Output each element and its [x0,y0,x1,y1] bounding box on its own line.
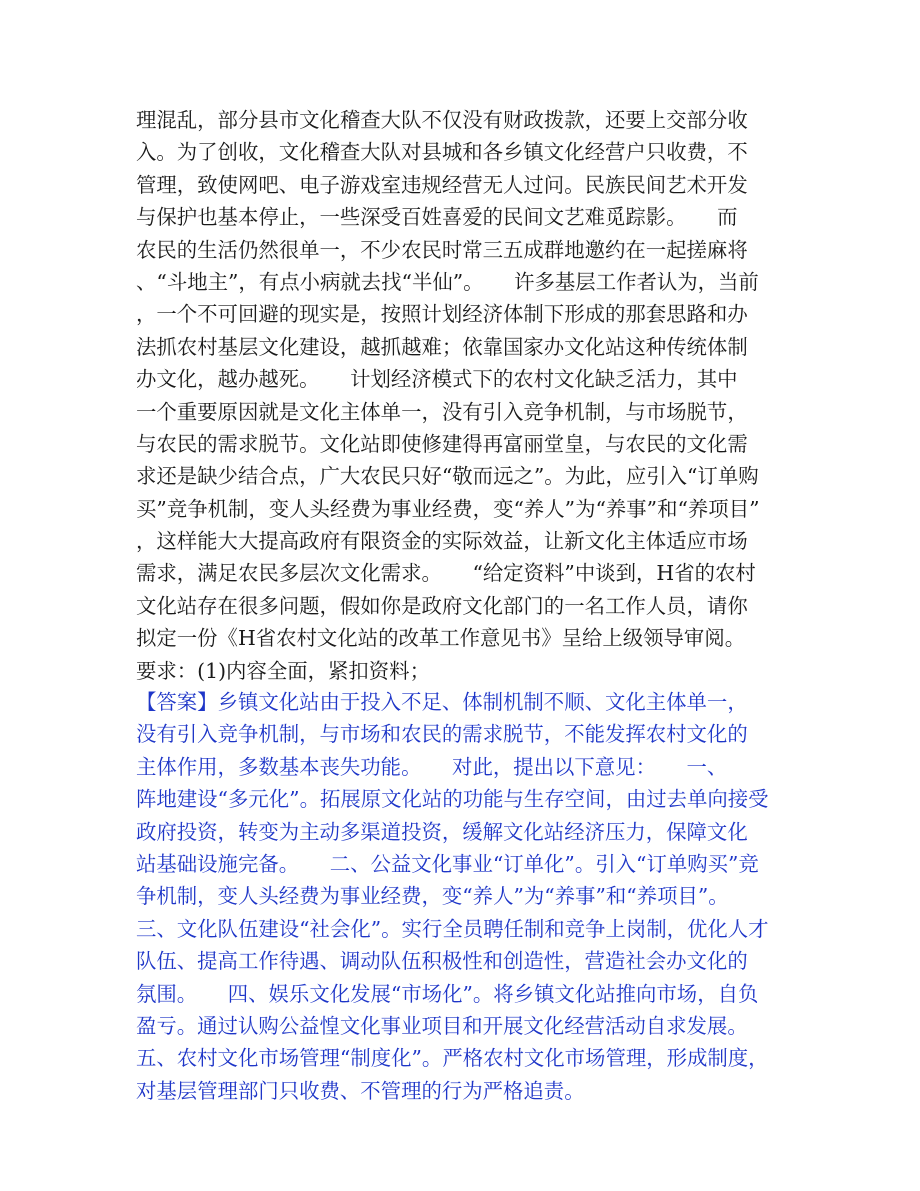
text-line: 法抓农村基层文化建设，越抓越难；依靠国家办文化站这种传统体制 [136,334,748,359]
text-line: 、“斗地主”，有点小病就去找“半仙”。 许多基层工作者认为，当前 [136,269,759,294]
text-line: 求还是缺少结合点，广大农民只好“敬而远之”。为此，应引入“订单购 [136,464,759,489]
answer-line: 争机制，变人头经费为事业经费，变“养人”为“养事”和“养项目”。 [136,884,729,909]
text-line: 拟定一份《H省农村文化站的改革工作意见书》呈给上级领导审阅。 [136,626,746,651]
text-line: 文化站存在很多问题，假如你是政府文化部门的一名工作人员，请你 [136,593,748,618]
text-line: 需求，满足农民多层次文化需求。 “给定资料”中谈到，H省的农村 [136,561,756,586]
answer-line: 盈亏。通过认购公益惶文化事业项目和开展文化经营活动自求发展。 [136,1013,748,1038]
text-line: 一个重要原因就是文化主体单一，没有引入竞争机制，与市场脱节， [136,399,748,424]
answer-line: 队伍、提高工作待遇、调动队伍积极性和创造性，营造社会办文化的 [136,949,748,974]
answer-line: 阵地建设“多元化”。拓展原文化站的功能与生存空间，由过去单向接受 [136,787,769,812]
text-line: 买”竞争机制，变人头经费为事业经费，变“养人”为“养事”和“养项目” [136,496,760,521]
text-line: 理混乱，部分县市文化稽查大队不仅没有财政拨款，还要上交部分收 [136,108,748,132]
text-line: 与保护也基本停止，一些深受百姓喜爱的民间文艺难觅踪影。 而 [136,205,738,230]
text-line: 要求：(1)内容全面，紧扣资料； [136,658,430,683]
text-line: 管理，致使网吧、电子游戏室违规经营无人过问。民族民间艺术开发 [136,172,748,197]
text-line: 入。为了创收，文化稽查大队对县城和各乡镇文化经营户只收费，不 [136,140,748,165]
answer-line: 没有引入竞争机制，与市场和农民的需求脱节，不能发挥农村文化的 [136,722,748,747]
answer-first-line-text: 乡镇文化站由于投入不足、体制机制不顺、文化主体单一， [217,690,748,714]
text-line: 与农民的需求脱节。文化站即使修建得再富丽堂皇，与农民的文化需 [136,431,748,456]
answer-line: 政府投资，转变为主动多渠道投资，缓解文化站经济压力，保障文化 [136,819,748,844]
answer-tag: 【答案】 [136,690,218,714]
answer-line: 对基层管理部门只收费、不管理的行为严格追责。 [136,1078,585,1103]
answer-line: 三、文化队伍建设“社会化”。实行全员聘任制和竞争上岗制，优化人才 [136,916,769,941]
answer-line: 五、农村文化市场管理“制度化”。严格农村文化市场管理，形成制度， [136,1046,769,1071]
text-line: 办文化，越办越死。 计划经济模式下的农村文化缺乏活力，其中 [136,367,738,392]
text-line: ，一个不可回避的现实是，按照计划经济体制下形成的那套思路和办 [136,302,748,327]
answer-text [136,686,788,1107]
answer-line: 氛围。 四、娱乐文化发展“市场化”。将乡镇文化站推向市场，自负 [136,981,759,1006]
text-line: ，这样能大大提高政府有限资金的实际效益，让新文化主体适应市场 [136,529,748,554]
answer-line: 主体作用，多数基本丧失功能。 对此，提出以下意见： 一、 [136,754,728,779]
question-text [136,104,788,687]
text-line: 农民的生活仍然很单一，不少农民时常三五成群地邀约在一起搓麻将 [136,237,748,262]
answer-first-line [136,686,788,718]
answer-line: 站基础设施完备。 二、公益文化事业“订单化”。引入“订单购买”竞 [136,851,759,876]
